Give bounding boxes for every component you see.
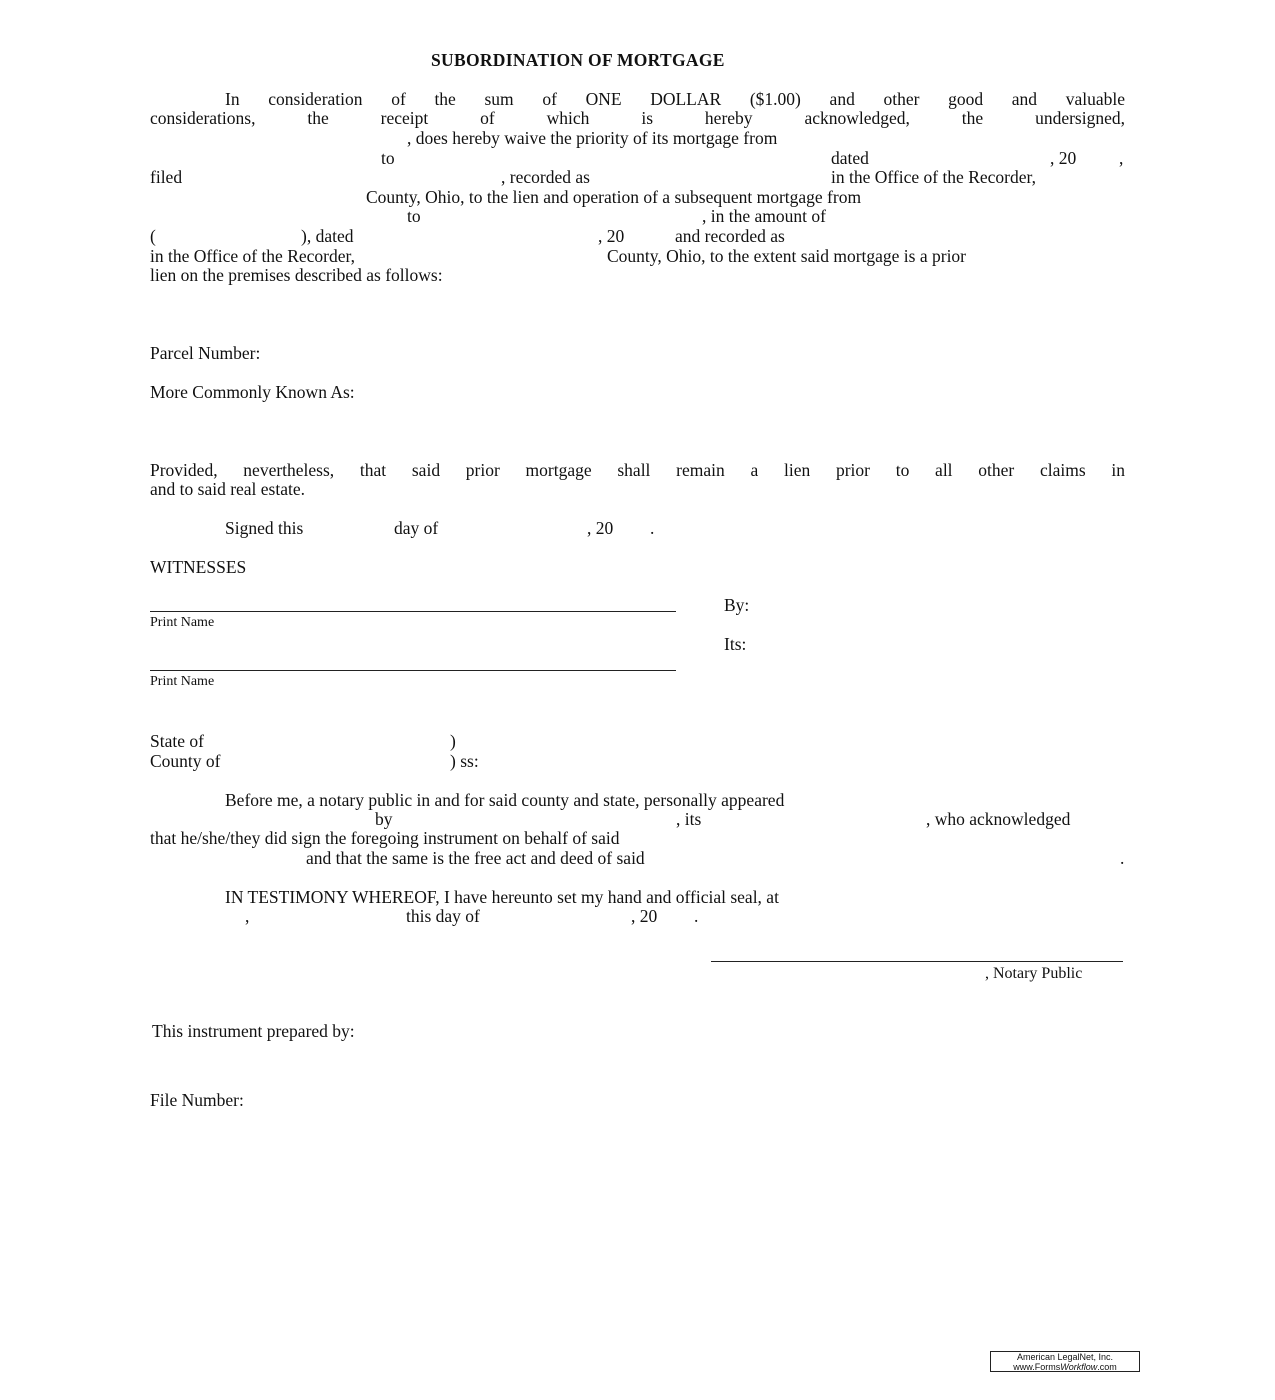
prepared-by-label: This instrument prepared by: <box>152 1021 355 1041</box>
para1-line4-to: to <box>381 148 395 168</box>
by-label: By: <box>724 595 750 615</box>
para1-line9-rest: County, Ohio, to the extent said mortgage is a prior <box>607 246 967 266</box>
parcel-number-label: Parcel Number: <box>150 343 261 363</box>
known-as-label: More Commonly Known As: <box>150 382 355 402</box>
notary-line4-period: . <box>1120 848 1125 868</box>
notary-line1: Before me, a notary public in and for said county and state, personally appeared <box>225 790 785 810</box>
para1-line6: County, Ohio, to the lien and operation of a subsequent mortgage from <box>366 187 862 207</box>
para1-line1: In consideration of the sum of ONE DOLLAR ($1.00) and other good and valuable <box>225 89 1125 109</box>
county-of-label: County of <box>150 751 221 771</box>
notary-public-label: , Notary Public <box>985 965 1083 982</box>
state-of-label: State of <box>150 731 204 751</box>
para1-line10: lien on the premises described as follows: <box>150 265 443 285</box>
para1-line8-open: ( <box>150 226 156 246</box>
publisher-badge <box>990 1351 1140 1372</box>
notary-line3: that he/she/they did sign the foregoing instrument on behalf of said <box>150 828 620 848</box>
para1-line5-office: in the Office of the Recorder, <box>831 167 1037 187</box>
publisher-name: American LegalNet, Inc. <box>1016 1352 1114 1362</box>
para1-line8-dated: ), dated <box>301 226 354 246</box>
signed-day-of-label: day of <box>394 518 439 538</box>
ss-label: ) ss: <box>450 751 479 771</box>
testimony-line2-period: . <box>694 906 699 926</box>
signed-this-label: Signed this <box>225 518 304 538</box>
state-paren: ) <box>450 731 456 751</box>
signed-year-label: , 20 <box>587 518 614 538</box>
testimony-line2-day: this day of <box>406 906 480 926</box>
para1-line9-office: in the Office of the Recorder, <box>150 246 356 266</box>
para1-line8-year: , 20 <box>598 226 625 246</box>
testimony-line2-year: , 20 <box>631 906 658 926</box>
para1-line4-year: , 20 <box>1050 148 1077 168</box>
notary-line2-by: by <box>375 809 393 829</box>
witness-2-print-name: Print Name <box>150 674 215 689</box>
provided-line1: Provided, nevertheless, that said prior mortgage shall remain a lien prior to all other claims in <box>150 460 1125 480</box>
witnesses-label: WITNESSES <box>150 557 247 577</box>
para1-line5-filed: filed <box>150 167 183 187</box>
para1-line3: , does hereby waive the priority of its mortgage from <box>407 128 778 148</box>
witness-1-signature-line <box>150 611 676 612</box>
para1-line2: considerations, the receipt of which is hereby acknowledged, the undersigned, <box>150 108 1125 128</box>
document-title: SUBORDINATION OF MORTGAGE <box>431 50 725 70</box>
testimony-line1: IN TESTIMONY WHEREOF, I have hereunto set my hand and official seal, at <box>225 887 779 907</box>
notary-signature-line <box>711 961 1123 962</box>
para1-line7-amount: , in the amount of <box>702 206 826 226</box>
its-label: Its: <box>724 634 747 654</box>
publisher-url: www.FormsWorkflow.com <box>1013 1361 1117 1372</box>
witness-1-print-name: Print Name <box>150 615 215 630</box>
para1-line4-comma: , <box>1119 148 1124 168</box>
para1-line7-to: to <box>407 206 421 226</box>
para1-line8-recorded: and recorded as <box>675 226 785 246</box>
witness-2-signature-line <box>150 670 676 671</box>
notary-line2-ack: , who acknowledged <box>926 809 1071 829</box>
signed-period: . <box>650 518 655 538</box>
file-number-label: File Number: <box>150 1090 244 1110</box>
testimony-line2-comma: , <box>245 906 250 926</box>
provided-line2: and to said real estate. <box>150 479 306 499</box>
para1-line4-dated: dated <box>831 148 869 168</box>
para1-line5-recorded: , recorded as <box>501 167 590 187</box>
notary-line2-its: , its <box>676 809 702 829</box>
notary-line4: and that the same is the free act and deed of said <box>306 848 645 868</box>
